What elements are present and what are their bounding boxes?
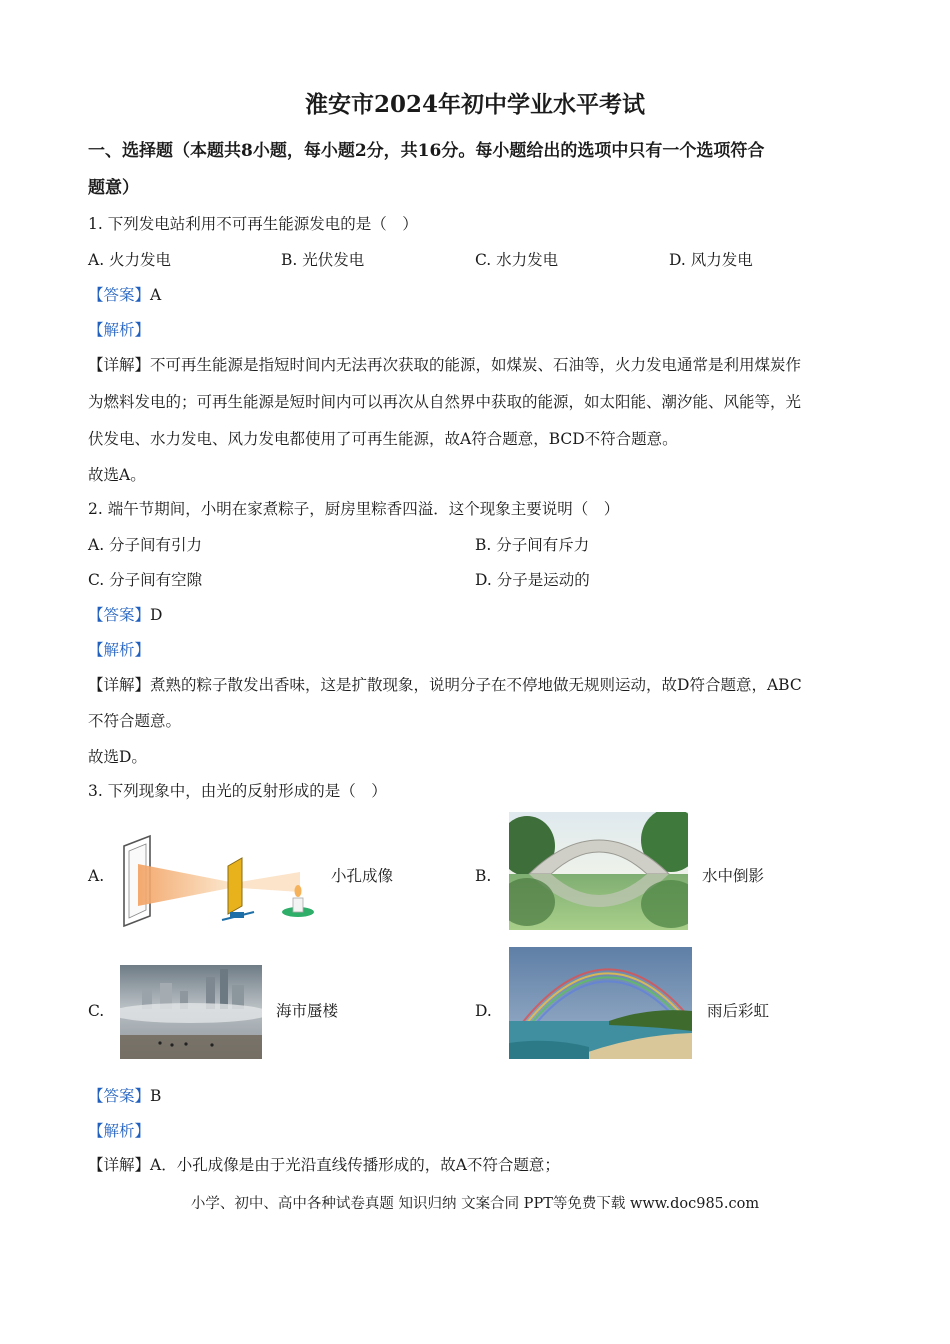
q3-stem: 3. 下列现象中，由光的反射形成的是（ ） xyxy=(88,782,387,800)
q2-option-b: B. 分子间有斥力 xyxy=(475,536,590,554)
answer-tag: 【答案】 xyxy=(88,606,151,624)
q1-option-a: A. 火力发电 xyxy=(88,251,172,269)
mirage-image xyxy=(120,965,262,1059)
page-footer: 小学、初中、高中各种试卷真题 知识归纳 文案合同 PPT等免费下载 www.doc985.com xyxy=(190,1196,760,1212)
q3-option-c-caption: 海市蜃楼 xyxy=(276,1002,339,1020)
q3-detail-line-1 xyxy=(88,1155,560,1175)
section-heading-cont: 题意） xyxy=(88,178,139,198)
detail-tag: 【详解】 xyxy=(88,676,151,694)
detail-tag: 【详解】 xyxy=(88,1156,151,1174)
q2-conclusion: 故选D。 xyxy=(88,748,147,766)
q3-answer-value: B xyxy=(150,1087,162,1105)
answer-tag: 【答案】 xyxy=(88,286,151,304)
q1-option-d: D. 风力发电 xyxy=(669,251,753,269)
answer-tag: 【答案】 xyxy=(88,1087,151,1105)
q2-detail-line-1 xyxy=(88,675,802,695)
q1-detail-line-3: 伏发电、水力发电、风力发电都使用了可再生能源，故A符合题意，BCD不符合题意。 xyxy=(88,430,678,448)
q2-detail-text-1: 煮熟的粽子散发出香味，这是扩散现象，说明分子在不停地做无规则运动，故D符合题意，ABC xyxy=(150,676,802,694)
q2-option-d: D. 分子是运动的 xyxy=(475,571,590,589)
q2-stem: 2. 端午节期间，小明在家煮粽子，厨房里粽香四溢．这个现象主要说明（ ） xyxy=(88,500,620,518)
q1-detail-line-1 xyxy=(88,355,801,375)
q1-conclusion: 故选A。 xyxy=(88,466,146,484)
q1-detail-line-2: 为燃料发电的；可再生能源是短时间内可以再次从自然界中获取的能源，如太阳能、潮汐能、风能等，光 xyxy=(88,393,802,411)
rainbow-image xyxy=(509,947,692,1059)
q3-option-b-caption: 水中倒影 xyxy=(702,867,765,885)
q2-option-a: A. 分子间有引力 xyxy=(88,536,203,554)
q3-option-d-letter: D. xyxy=(475,1002,492,1020)
q2-answer xyxy=(88,605,162,625)
q3-option-d-caption: 雨后彩虹 xyxy=(707,1002,770,1020)
water-reflection-image xyxy=(509,812,688,930)
page-title: 淮安市2024年初中学业水平考试 xyxy=(304,91,645,118)
q3-option-c-letter: C. xyxy=(88,1002,105,1020)
q2-analysis-tag: 【解析】 xyxy=(88,641,151,659)
q1-stem: 1. 下列发电站利用不可再生能源发电的是（ ） xyxy=(88,215,418,233)
q3-option-b-letter: B. xyxy=(475,867,492,885)
q3-detail-text-1: A．小孔成像是由于光沿直线传播形成的，故A不符合题意； xyxy=(150,1156,560,1174)
pinhole-imaging-image xyxy=(118,834,318,932)
q2-option-c: C. 分子间有空隙 xyxy=(88,571,203,589)
q1-option-c: C. 水力发电 xyxy=(475,251,559,269)
q3-option-a-caption: 小孔成像 xyxy=(331,867,394,885)
q3-option-a-letter: A. xyxy=(88,867,105,885)
q1-answer xyxy=(88,285,161,305)
q1-analysis-tag: 【解析】 xyxy=(88,321,151,339)
q1-option-b: B. 光伏发电 xyxy=(281,251,365,269)
q3-analysis-tag: 【解析】 xyxy=(88,1122,151,1140)
section-heading: 一、选择题（本题共8小题，每小题2分，共16分。每小题给出的选项中只有一个选项符合 xyxy=(88,141,765,161)
q2-answer-value: D xyxy=(150,606,163,624)
detail-tag: 【详解】 xyxy=(88,356,151,374)
q1-answer-value: A xyxy=(150,286,162,304)
q1-detail-text-1: 不可再生能源是指短时间内无法再次获取的能源，如煤炭、石油等，火力发电通常是利用煤炭作 xyxy=(150,356,802,374)
q3-answer xyxy=(88,1086,161,1106)
q2-detail-line-2: 不符合题意。 xyxy=(88,712,182,730)
